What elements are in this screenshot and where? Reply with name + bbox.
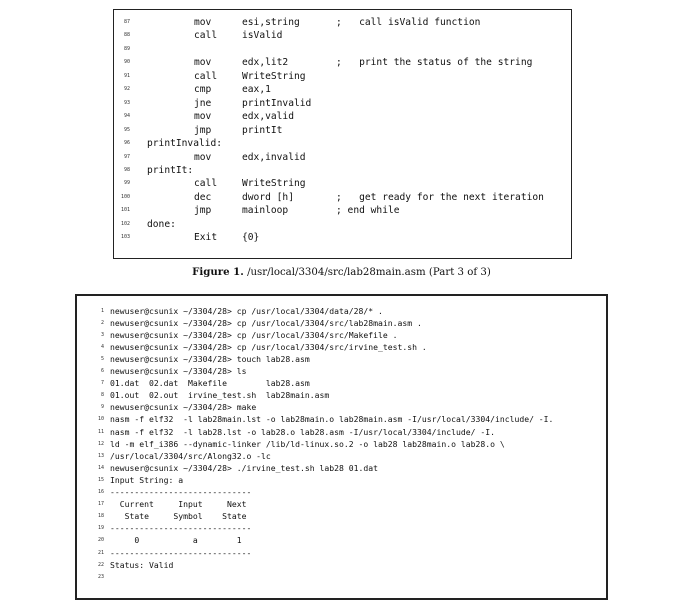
terminal-line-text: 0 a 1 <box>110 535 242 546</box>
terminal-line-number: 13 <box>97 452 104 459</box>
terminal-line-number: 10 <box>97 416 104 423</box>
terminal-line-number: 22 <box>97 561 104 568</box>
terminal-line-number: 21 <box>97 549 104 556</box>
asm-line <box>114 16 569 29</box>
asm-line <box>114 83 569 96</box>
asm-args: esi,string <box>242 17 300 28</box>
terminal-line-number: 16 <box>97 489 104 495</box>
terminal-line-number: 9 <box>100 404 104 411</box>
asm-comment: ; get ready for the next iteration <box>336 191 544 203</box>
terminal-line-text: newuser@csunix ~/3304/28> touch lab28.asm <box>110 353 310 364</box>
terminal-line-number: 3 <box>100 331 104 338</box>
terminal-line-text: newuser@csunix ~/3304/28> cp /usr/local/3304/data/28/* . <box>110 305 383 316</box>
asm-line-number: 95 <box>123 126 130 133</box>
asm-comment: ; call isValid function <box>336 17 481 28</box>
asm-line-number: 103 <box>120 234 130 241</box>
asm-line <box>114 218 569 231</box>
terminal-line-text: 01.dat 02.dat Makefile lab28.asm <box>110 378 310 389</box>
terminal-line <box>97 486 252 498</box>
terminal-line <box>97 547 252 559</box>
asm-op: cmp <box>194 84 212 96</box>
asm-line-number: 100 <box>120 193 130 200</box>
terminal-line-text: 01.out 02.out irvine_test.sh lab28main.asm <box>110 390 330 401</box>
asm-line <box>114 124 569 137</box>
asm-args: edx,invalid <box>242 151 306 163</box>
asm-line-number: 96 <box>123 140 130 147</box>
asm-line <box>114 137 569 150</box>
terminal-line-number: 17 <box>97 501 104 508</box>
terminal-line <box>97 413 554 425</box>
terminal-line-text: newuser@csunix ~/3304/28> cp /usr/local/3304/src/Makefile . <box>110 329 398 340</box>
figure-caption <box>0 266 683 278</box>
asm-args: eax,1 <box>242 84 271 96</box>
asm-comment: ; print the status of the string <box>336 57 533 69</box>
asm-line <box>114 164 569 177</box>
asm-label: printInvalid: <box>147 138 223 150</box>
asm-args: dword [h] <box>242 191 294 203</box>
asm-op: dec <box>194 191 212 203</box>
terminal-line-number: 19 <box>97 525 104 532</box>
terminal-line-text: newuser@csunix ~/3304/28> ./irvine_test.sh lab28 01.dat <box>110 462 379 473</box>
asm-args: WriteString <box>242 70 306 82</box>
terminal-line <box>100 317 422 329</box>
asm-args: WriteString <box>242 178 306 190</box>
terminal-line-number: 4 <box>100 343 104 350</box>
terminal-line <box>97 510 247 522</box>
asm-line <box>114 231 569 244</box>
terminal-line-text: ----------------------------- <box>110 487 252 497</box>
terminal-line <box>100 401 257 413</box>
asm-op: mov <box>194 57 212 69</box>
asm-comment: ; end while <box>336 205 400 217</box>
terminal-line-text: State Symbol State <box>110 511 247 522</box>
terminal-line-number: 6 <box>100 368 104 374</box>
asm-op: jmp <box>194 124 212 136</box>
terminal-line-text: ----------------------------- <box>110 547 252 558</box>
terminal-line-text: ----------------------------- <box>110 523 252 534</box>
terminal-line-text: ld -m elf_i386 --dynamic-linker /lib/ld-linux.so.2 -o lab28 lab28main.o lab28.o \ <box>110 438 505 449</box>
asm-op: call <box>194 178 218 190</box>
asm-line-number: 87 <box>123 19 130 25</box>
asm-args: edx,valid <box>242 111 294 123</box>
terminal-line <box>97 474 184 486</box>
asm-line-number: 99 <box>123 180 130 187</box>
terminal-line-text: newuser@csunix ~/3304/28> make <box>110 402 257 413</box>
terminal-line-text: Input String: a <box>110 474 184 485</box>
terminal-line <box>100 353 310 365</box>
terminal-line <box>97 438 505 450</box>
asm-line <box>114 177 569 190</box>
asm-line <box>114 43 569 56</box>
asm-line-number: 92 <box>123 86 130 93</box>
terminal-line-number: 23 <box>97 573 104 580</box>
terminal-line <box>97 534 242 546</box>
terminal-line-number: 11 <box>97 428 104 435</box>
figure-note: (Part 3 of 3) <box>428 267 491 278</box>
asm-label: printIt: <box>147 164 194 176</box>
terminal-line <box>100 341 427 353</box>
terminal-line <box>97 559 174 571</box>
terminal-line <box>97 426 495 438</box>
terminal-line-text: Status: Valid <box>110 559 174 570</box>
asm-line-number: 88 <box>123 32 130 39</box>
asm-label: done: <box>147 218 176 230</box>
asm-args: edx,lit2 <box>242 57 289 69</box>
asm-args: printIt <box>242 124 283 136</box>
asm-line <box>114 110 569 123</box>
asm-op: call <box>194 30 218 42</box>
asm-line-number: 97 <box>123 153 130 160</box>
terminal-line <box>100 365 247 377</box>
asm-line <box>114 97 569 110</box>
figure-label: Figure 1. <box>192 266 244 278</box>
terminal-line-number: 8 <box>100 392 104 399</box>
asm-line <box>114 29 569 42</box>
asm-op: jne <box>194 97 212 109</box>
terminal-line-text: newuser@csunix ~/3304/28> ls <box>110 366 247 376</box>
asm-listing-frame <box>113 9 572 259</box>
terminal-line-number: 1 <box>100 307 104 314</box>
terminal-line-number: 18 <box>97 513 104 520</box>
terminal-line-number: 14 <box>97 464 104 471</box>
asm-op: mov <box>194 17 212 28</box>
asm-op: mov <box>194 151 212 163</box>
asm-line-number: 102 <box>120 220 130 227</box>
asm-op: mov <box>194 111 212 123</box>
asm-line-number: 94 <box>123 113 130 120</box>
asm-line-number: 89 <box>123 45 130 52</box>
terminal-line <box>100 389 330 401</box>
figure-path: /usr/local/3304/src/lab28main.asm <box>247 267 426 278</box>
asm-line <box>114 204 569 217</box>
terminal-frame <box>75 294 608 600</box>
terminal-line <box>97 498 247 510</box>
asm-line <box>114 70 569 83</box>
terminal-line <box>97 450 271 462</box>
asm-line <box>114 151 569 164</box>
asm-args: printInvalid <box>242 97 312 109</box>
terminal-line-number: 2 <box>100 319 104 326</box>
terminal-line <box>97 462 379 474</box>
asm-line-number: 101 <box>120 207 130 214</box>
terminal-line-number: 5 <box>100 355 104 362</box>
terminal-line-text: Current Input Next <box>110 499 247 510</box>
terminal-line-text: nasm -f elf32 -l lab28.lst -o lab28.o lab28.asm -I/usr/local/3304/include/ -I. <box>110 426 495 437</box>
asm-line <box>114 56 569 69</box>
terminal-line <box>100 377 310 389</box>
asm-op: jmp <box>194 205 212 217</box>
asm-line-number: 90 <box>123 59 130 66</box>
terminal-line-text: /usr/local/3304/src/Along32.o -lc <box>110 450 271 461</box>
asm-line-number: 98 <box>123 166 130 173</box>
terminal-line-text: nasm -f elf32 -l lab28main.lst -o lab28main.o lab28main.asm -I/usr/local/3304/include/ -I. <box>110 414 554 425</box>
terminal-line-number: 7 <box>100 380 104 387</box>
asm-op: Exit <box>194 232 218 244</box>
terminal-line-number: 12 <box>97 440 104 447</box>
terminal-line <box>100 329 398 341</box>
asm-line <box>114 191 569 204</box>
terminal-line <box>97 522 252 534</box>
terminal-line-number: 20 <box>97 537 104 544</box>
asm-args: mainloop <box>242 205 289 217</box>
asm-line-number: 91 <box>123 72 130 79</box>
terminal-line-text: newuser@csunix ~/3304/28> cp /usr/local/3304/src/irvine_test.sh . <box>110 341 427 352</box>
terminal-line <box>100 305 383 317</box>
asm-line-number: 93 <box>123 99 130 106</box>
asm-args: isValid <box>242 30 283 42</box>
asm-args: {0} <box>242 232 260 244</box>
terminal-line-number: 15 <box>97 476 104 483</box>
terminal-line-text: newuser@csunix ~/3304/28> cp /usr/local/3304/src/lab28main.asm . <box>110 317 422 328</box>
asm-op: call <box>194 70 218 82</box>
